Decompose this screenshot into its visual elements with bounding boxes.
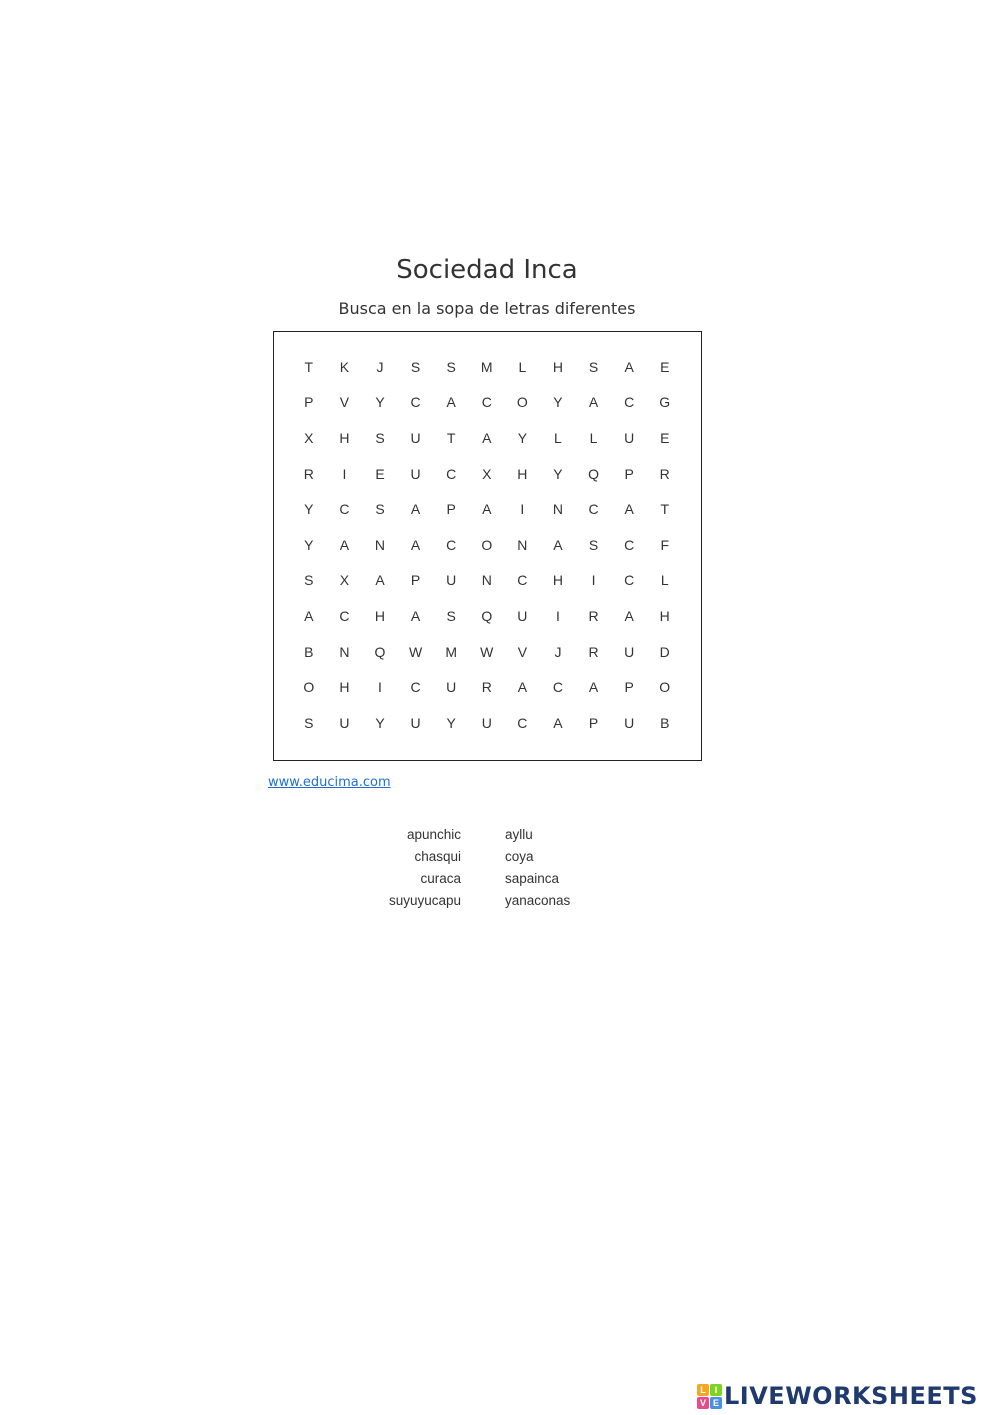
grid-cell[interactable]: Y xyxy=(517,429,528,446)
grid-cell[interactable]: W xyxy=(408,643,423,660)
grid-row xyxy=(291,349,683,385)
grid-cell[interactable]: O xyxy=(481,536,493,553)
grid-cell[interactable]: A xyxy=(482,429,492,446)
grid-cell[interactable]: L xyxy=(589,429,598,446)
grid-cell[interactable]: Y xyxy=(304,501,314,518)
grid-cell[interactable]: U xyxy=(481,714,492,731)
grid-cell[interactable]: P xyxy=(446,501,456,518)
grid-cell[interactable]: A xyxy=(517,679,528,696)
grid-cell[interactable]: S xyxy=(446,358,456,375)
grid-cell[interactable]: J xyxy=(554,643,562,660)
grid-cell[interactable]: M xyxy=(480,358,493,375)
grid-cell[interactable]: C xyxy=(552,679,564,696)
grid-cell[interactable]: I xyxy=(378,679,382,696)
grid-cell[interactable]: S xyxy=(375,501,385,518)
grid-cell[interactable]: U xyxy=(624,429,635,446)
grid-cell[interactable]: I xyxy=(342,465,347,482)
grid-cell[interactable]: S xyxy=(410,358,421,375)
grid-cell[interactable]: A xyxy=(446,394,456,411)
grid-cell[interactable]: A xyxy=(624,501,634,518)
logo-block: E xyxy=(710,1397,722,1409)
grid-cell[interactable]: A xyxy=(553,714,563,731)
grid-cell[interactable]: P xyxy=(588,714,599,731)
word-item: yanaconas xyxy=(505,893,571,908)
grid-cell[interactable]: F xyxy=(660,536,670,553)
grid-cell[interactable]: B xyxy=(660,714,670,731)
grid-cell[interactable]: C xyxy=(624,394,635,411)
grid-cell[interactable]: U xyxy=(410,714,421,731)
grid-cell[interactable]: T xyxy=(304,358,314,375)
grid-cell[interactable]: H xyxy=(339,679,350,696)
grid-cell[interactable]: O xyxy=(303,679,315,696)
grid-cell[interactable]: I xyxy=(520,501,525,518)
logo-block: L xyxy=(697,1384,709,1396)
grid-cell[interactable]: E xyxy=(660,358,670,375)
grid-cell[interactable]: U xyxy=(624,643,635,660)
grid-cell[interactable]: A xyxy=(410,501,421,518)
grid-cell[interactable]: N xyxy=(339,643,350,660)
word-item: coya xyxy=(505,849,534,864)
grid-cell[interactable]: Y xyxy=(375,394,385,411)
grid-cell[interactable]: H xyxy=(552,572,564,589)
grid-cell[interactable]: L xyxy=(660,572,669,589)
word-item: ayllu xyxy=(505,827,533,842)
grid-cell[interactable]: U xyxy=(410,465,421,482)
grid-cell[interactable]: I xyxy=(591,572,596,589)
grid-cell[interactable]: U xyxy=(410,429,421,446)
grid-cell[interactable]: G xyxy=(659,394,671,411)
logo-block: I xyxy=(710,1384,722,1396)
grid-cell[interactable]: C xyxy=(624,572,635,589)
grid-cell[interactable]: V xyxy=(517,643,528,660)
word-search-grid[interactable] xyxy=(291,349,683,741)
grid-cell[interactable]: U xyxy=(517,607,528,624)
grid-row xyxy=(291,705,683,741)
grid-cell[interactable]: D xyxy=(659,643,670,660)
grid-cell[interactable]: M xyxy=(445,643,457,660)
grid-cell[interactable]: C xyxy=(481,394,492,411)
grid-cell[interactable]: S xyxy=(304,714,314,731)
page-title: Sociedad Inca xyxy=(396,255,578,285)
grid-cell[interactable]: A xyxy=(588,679,599,696)
grid-cell[interactable]: A xyxy=(553,536,563,553)
grid-cell[interactable]: C xyxy=(624,536,635,553)
grid-cell[interactable]: U xyxy=(624,714,635,731)
grid-cell[interactable]: N xyxy=(481,572,492,589)
grid-cell[interactable]: S xyxy=(304,572,314,589)
grid-cell[interactable]: C xyxy=(517,714,528,731)
grid-row xyxy=(291,456,683,492)
grid-cell[interactable]: O xyxy=(659,679,671,696)
word-item: sapainca xyxy=(505,871,560,886)
grid-cell[interactable]: L xyxy=(554,429,562,446)
word-item: apunchic xyxy=(406,827,461,842)
grid-cell[interactable]: S xyxy=(588,358,599,375)
grid-cell[interactable]: U xyxy=(339,714,350,731)
grid-cell[interactable]: P xyxy=(624,465,634,482)
grid-cell[interactable]: Y xyxy=(553,465,563,482)
logo-block: V xyxy=(697,1397,709,1409)
word-item: suyuyucapu xyxy=(388,893,461,908)
grid-cell[interactable]: Q xyxy=(374,643,386,660)
grid-cell[interactable]: R xyxy=(588,607,599,624)
grid-cell[interactable]: A xyxy=(624,358,634,375)
grid-cell[interactable]: H xyxy=(659,607,670,624)
grid-cell[interactable]: C xyxy=(588,501,599,518)
grid-cell[interactable]: R xyxy=(481,679,492,696)
grid-cell[interactable]: A xyxy=(588,394,599,411)
grid-row xyxy=(291,563,683,599)
grid-cell[interactable]: Q xyxy=(588,465,599,482)
grid-cell[interactable]: H xyxy=(339,429,350,446)
grid-row xyxy=(291,527,683,563)
logo-text: LIVEWORKSHEETS xyxy=(724,1382,978,1410)
grid-cell[interactable]: L xyxy=(518,358,527,375)
grid-cell[interactable]: A xyxy=(482,501,492,518)
grid-cell[interactable]: C xyxy=(446,465,457,482)
liveworksheets-logo xyxy=(697,1382,978,1410)
grid-cell[interactable]: P xyxy=(624,679,634,696)
grid-row xyxy=(291,385,683,421)
grid-cell[interactable]: S xyxy=(588,536,599,553)
grid-cell[interactable]: N xyxy=(517,536,528,553)
grid-cell[interactable]: A xyxy=(410,607,421,624)
grid-cell[interactable]: J xyxy=(376,358,384,375)
grid-cell[interactable]: O xyxy=(516,394,528,411)
grid-cell[interactable]: B xyxy=(304,643,314,660)
word-item: chasqui xyxy=(414,849,461,864)
grid-cell[interactable]: N xyxy=(374,536,386,553)
grid-cell[interactable]: A xyxy=(410,536,421,553)
grid-cell[interactable]: Y xyxy=(304,536,314,553)
grid-cell[interactable]: C xyxy=(410,679,421,696)
grid-cell[interactable]: A xyxy=(375,572,385,589)
word-list-right xyxy=(505,826,570,914)
grid-cell[interactable]: R xyxy=(659,465,670,482)
grid-cell[interactable]: P xyxy=(304,394,314,411)
grid-cell[interactable]: C xyxy=(517,572,528,589)
grid-cell[interactable]: Y xyxy=(446,714,456,731)
grid-cell[interactable]: H xyxy=(552,358,564,375)
grid-row xyxy=(291,491,683,527)
grid-cell[interactable]: U xyxy=(446,572,457,589)
grid-cell[interactable]: W xyxy=(480,643,494,660)
grid-row xyxy=(291,634,683,670)
logo-letter-blocks xyxy=(697,1384,722,1409)
source-link[interactable]: www.educima.com xyxy=(268,775,391,790)
grid-cell[interactable]: V xyxy=(339,394,350,411)
grid-row xyxy=(291,420,683,456)
grid-cell[interactable]: A xyxy=(624,607,634,624)
grid-cell[interactable]: C xyxy=(339,501,350,518)
grid-cell[interactable]: X xyxy=(304,429,314,446)
grid-cell[interactable]: X xyxy=(339,572,350,589)
word-item: curaca xyxy=(420,871,461,886)
grid-cell[interactable]: R xyxy=(588,643,599,660)
grid-row xyxy=(291,669,683,705)
grid-cell[interactable]: R xyxy=(303,465,314,482)
grid-cell[interactable]: H xyxy=(374,607,386,624)
grid-cell[interactable]: X xyxy=(482,465,492,482)
grid-cell[interactable]: I xyxy=(556,607,560,624)
grid-cell[interactable]: E xyxy=(375,465,385,482)
grid-cell[interactable]: U xyxy=(446,679,457,696)
grid-cell[interactable]: H xyxy=(517,465,528,482)
grid-cell[interactable]: T xyxy=(446,429,456,446)
grid-cell[interactable]: Y xyxy=(553,394,563,411)
grid-cell[interactable]: C xyxy=(446,536,457,553)
grid-cell[interactable]: Y xyxy=(375,714,385,731)
grid-cell[interactable]: E xyxy=(660,429,670,446)
word-list-left xyxy=(389,826,461,914)
grid-cell[interactable]: S xyxy=(375,429,385,446)
grid-cell[interactable]: N xyxy=(552,501,564,518)
grid-cell[interactable]: P xyxy=(410,572,421,589)
grid-cell[interactable]: A xyxy=(304,607,314,624)
grid-cell[interactable]: S xyxy=(446,607,456,624)
grid-cell[interactable]: T xyxy=(660,501,670,518)
grid-cell[interactable]: C xyxy=(410,394,421,411)
page-subtitle: Busca en la sopa de letras diferentes xyxy=(338,299,636,318)
grid-cell[interactable]: C xyxy=(339,607,350,624)
grid-row xyxy=(291,598,683,634)
grid-cell[interactable]: K xyxy=(339,358,350,375)
grid-cell[interactable]: A xyxy=(339,536,350,553)
grid-cell[interactable]: Q xyxy=(481,607,493,624)
